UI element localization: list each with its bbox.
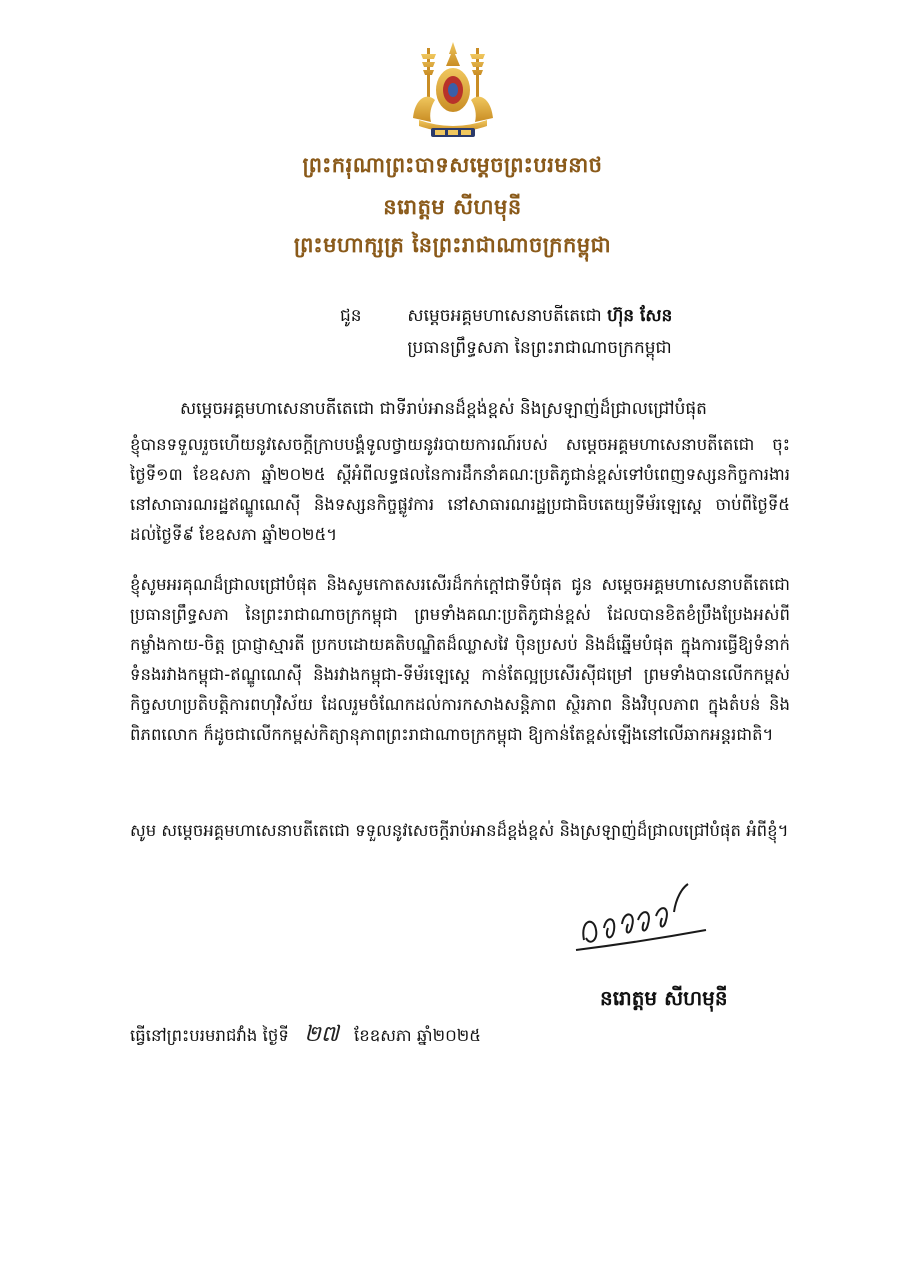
royal-title-line-1: ព្រះករុណាព្រះបាទសម្តេចព្រះបរមនាថ xyxy=(302,153,603,177)
recipient-title: សម្តេចអគ្គមហាសេនាបតីតេជោ xyxy=(407,306,602,326)
paragraph-3: សូម សម្តេចអគ្គមហាសេនាបតីតេជោ ទទួលនូវសេចក្តីរាប់អានដ៏ខ្ពង់ខ្ពស់ និងស្រឡាញ់ដ៏ជ្រាលជ្រៅបំផុត អំពីខ្ញុំ។ xyxy=(130,821,789,840)
recipient-name: ហ៊ុន សែន xyxy=(607,306,673,326)
dateline-day: ២៧ xyxy=(304,1022,339,1047)
salutation: សម្តេចអគ្គមហាសេនាបតីតេជោ ជាទីរាប់អានដ៏ខ្ពង់ខ្ពស់ និងស្រឡាញ់ដ៏ជ្រាលជ្រៅបំផុត xyxy=(180,399,707,419)
dateline-place: ធ្វើនៅព្រះបរមរាជវាំង ថ្ងៃទី xyxy=(130,1026,289,1045)
paragraph-1: ខ្ញុំបានទទួលរួចហើយនូវសេចក្តីក្រាបបង្គំទូលថ្វាយនូវរបាយការណ៍របស់ សម្តេចអគ្គមហាសេនាបតីតេជោ ចុះថ្ងៃទី១៣ ខែឧសភា ឆ្នាំ២០២៥ ស្តីអំពីលទ្ធផលនៃការដឹកនាំគណៈប្រតិភូជាន់ខ្ពស់ទៅបំពេញទស្សនកិច្ចការងារ នៅសាធារណរដ្ឋឥណ្ឌូណេស៊ី និងទស្សនកិច្ចផ្លូវការ នៅសាធារណរដ្ឋប្រជាធិបតេយ្យទីម័រឡេស្តេ ចាប់ពីថ្ងៃទី៥ ដល់ថ្ងៃទី៩ ខែឧសភា ឆ្នាំ២០២៥។ xyxy=(130,435,790,544)
royal-coat-of-arms-emblem xyxy=(405,40,501,142)
to-label: ជូន xyxy=(340,306,362,326)
signer-name: នរោត្តម សីហមុនី xyxy=(600,986,728,1010)
royal-name: នរោត្តម សីហមុនី xyxy=(383,195,522,219)
paragraph-2: ខ្ញុំសូមអរគុណដ៏ជ្រាលជ្រៅបំផុត និងសូមកោតសរសើរដ៏កក់ក្តៅជាទីបំផុត ជូន សម្តេចអគ្គមហាសេនាបតីតេជោ ប្រធានព្រឹទ្ធសភា នៃព្រះរាជាណាចក្រកម្ពុជា ព្រមទាំងគណៈប្រតិភូជាន់ខ្ពស់ ដែលបានខិតខំប្រឹងប្រែងអស់ពីកម្លាំងកាយ-ចិត្ត ប្រាជ្ញាស្មារតី ប្រកបដោយគតិបណ្ឌិតដ៏ឈ្លាសវៃ ប៉ិនប្រសប់ និងដ៏ឆ្នើមបំផុត ក្នុងការធ្វើឱ្យទំនាក់ទំនងរវាងកម្ពុជា-ឥណ្ឌូណេស៊ី និងរវាងកម្ពុជា-ទីម័រឡេស្តេ កាន់តែល្អប្រសើរស៊ីជម្រៅ ព្រមទាំងបានលើកកម្ពស់កិច្ចសហប្រតិបត្តិការពហុវិស័យ ដែលរួមចំណែកដល់ការកសាងសន្តិភាព ស្ថិរភាព និងវិបុលភាព ក្នុងតំបន់ និងពិភពលោក ក៏ដូចជាលើកកម្ពស់កិត្យានុភាពព្រះរាជាណាចក្រកម្ពុជា ឱ្យកាន់តែខ្ពស់ឡើងនៅលើឆាកអន្តរជាតិ។ xyxy=(130,575,790,744)
royal-title-line-3: ព្រះមហាក្សត្រ នៃព្រះរាជាណាចក្រកម្ពុជា xyxy=(293,233,612,257)
dateline-month-year: ខែឧសភា ឆ្នាំ២០២៥ xyxy=(354,1026,481,1045)
recipient-position: ប្រធានព្រឹទ្ធសភា នៃព្រះរាជាណាចក្រកម្ពុជា xyxy=(407,338,672,358)
handwritten-signature xyxy=(570,880,710,960)
address-block xyxy=(340,300,672,364)
dateline xyxy=(130,1020,481,1052)
